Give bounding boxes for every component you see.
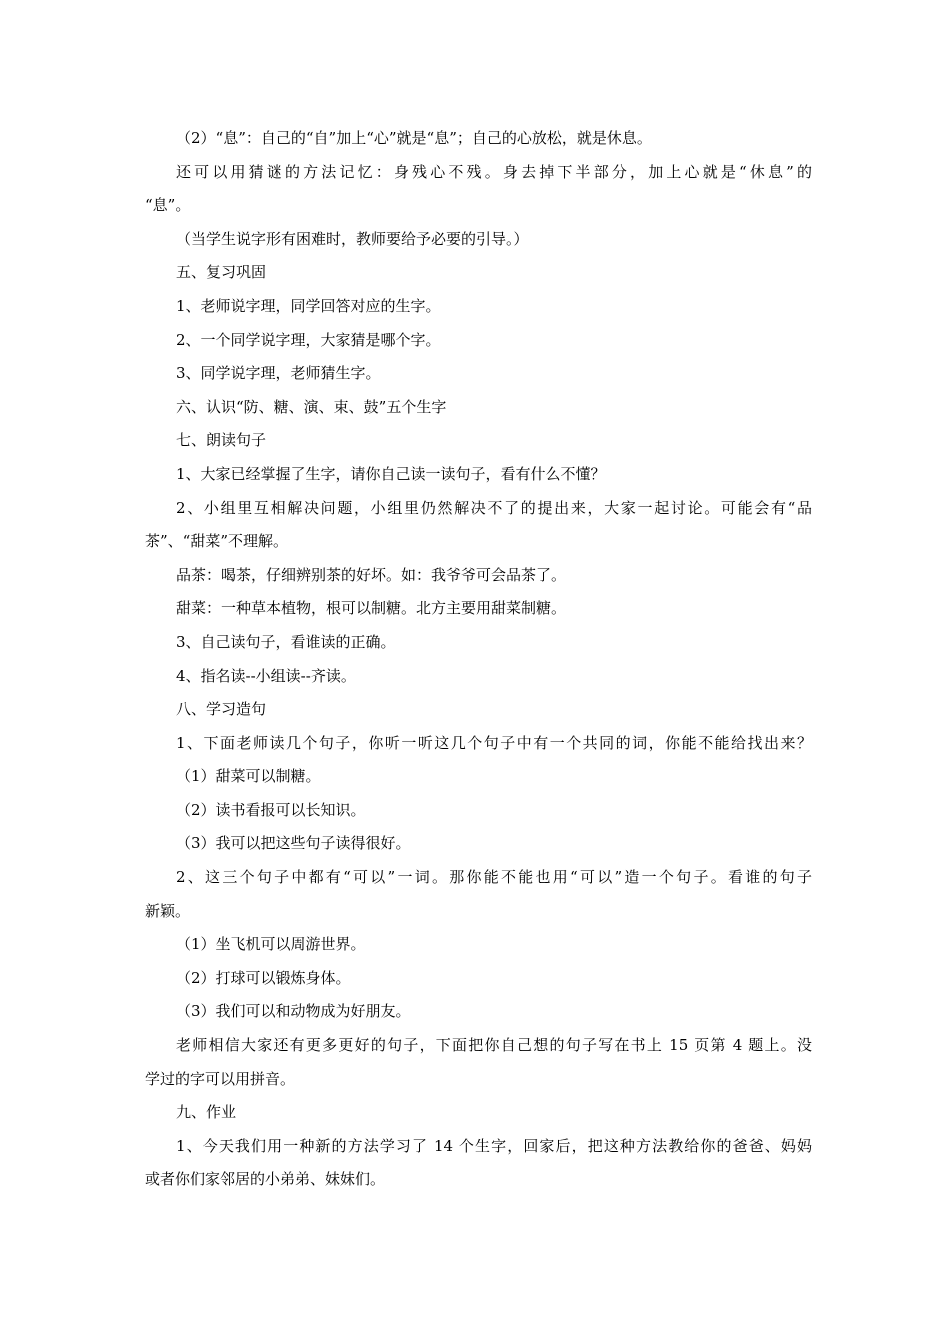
text-line: 2、小组里互相解决问题，小组里仍然解决不了的提出来，大家一起讨论。可能会有“品 bbox=[176, 498, 812, 517]
text-line: 或者你们家邻居的小弟弟、妹妹们。 bbox=[145, 1170, 386, 1189]
text-line: 五、复习巩固 bbox=[176, 263, 267, 282]
text-line: 品茶：喝茶，仔细辨别茶的好坏。如：我爷爷可会品茶了。 bbox=[176, 565, 567, 584]
text-line: （当学生说字形有困难时，教师要给予必要的引导。） bbox=[176, 229, 529, 248]
text-line: （3）我可以把这些句子读得很好。 bbox=[176, 834, 411, 853]
text-line: （2）读书看报可以长知识。 bbox=[176, 800, 366, 819]
document-body bbox=[145, 122, 812, 1197]
text-line: （3）我们可以和动物成为好朋友。 bbox=[176, 1002, 411, 1021]
text-line: 新颖。 bbox=[145, 901, 191, 920]
text-line: 还可以用猜谜的方法记忆：身残心不残。身去掉下半部分，加上心就是“休息”的 bbox=[176, 162, 812, 181]
text-line: 六、认识“防、糖、演、束、鼓”五个生字 bbox=[176, 397, 447, 416]
text-line: “息”。 bbox=[145, 196, 191, 215]
text-line: 4、指名读--小组读--齐读。 bbox=[176, 666, 356, 685]
text-line: 茶”、“甜菜”不理解。 bbox=[145, 532, 289, 551]
text-line: （1）坐飞机可以周游世界。 bbox=[176, 935, 366, 954]
text-line: 2、一个同学说字理，大家猜是哪个字。 bbox=[176, 330, 441, 349]
text-line: （2）打球可以锻炼身体。 bbox=[176, 968, 351, 987]
text-line: 八、学习造句 bbox=[176, 700, 267, 719]
text-line: （2）“息”：自己的“自”加上“心”就是“息”；自己的心放松，就是休息。 bbox=[176, 129, 652, 147]
text-line: 2、这三个句子中都有“可以”一词。那你能不能也用“可以”造一个句子。看谁的句子 bbox=[176, 868, 812, 887]
text-line: 3、同学说字理，老师猜生字。 bbox=[176, 364, 381, 383]
text-line: 甜菜：一种草本植物，根可以制糖。北方主要用甜菜制糖。 bbox=[176, 599, 567, 618]
text-line: （1）甜菜可以制糖。 bbox=[176, 767, 321, 786]
text-line: 1、下面老师读几个句子，你听一听这几个句子中有一个共同的词，你能不能给找出来？ bbox=[176, 733, 812, 752]
text-line: 学过的字可以用拼音。 bbox=[145, 1069, 296, 1088]
text-line: 老师相信大家还有更多更好的句子，下面把你自己想的句子写在书上 15 页第 4 题上。没 bbox=[176, 1036, 812, 1055]
text-line: 1、大家已经掌握了生字，请你自己读一读句子，看有什么不懂？ bbox=[176, 464, 606, 483]
text-line: 1、老师说字理，同学回答对应的生字。 bbox=[176, 296, 441, 315]
text-line: 1、今天我们用一种新的方法学习了 14 个生字，回家后，把这种方法教给你的爸爸、妈妈 bbox=[176, 1136, 812, 1155]
text-line: 九、作业 bbox=[176, 1103, 237, 1122]
text-line: 3、自己读句子，看谁读的正确。 bbox=[176, 632, 396, 651]
text-line: 七、朗读句子 bbox=[176, 431, 267, 450]
